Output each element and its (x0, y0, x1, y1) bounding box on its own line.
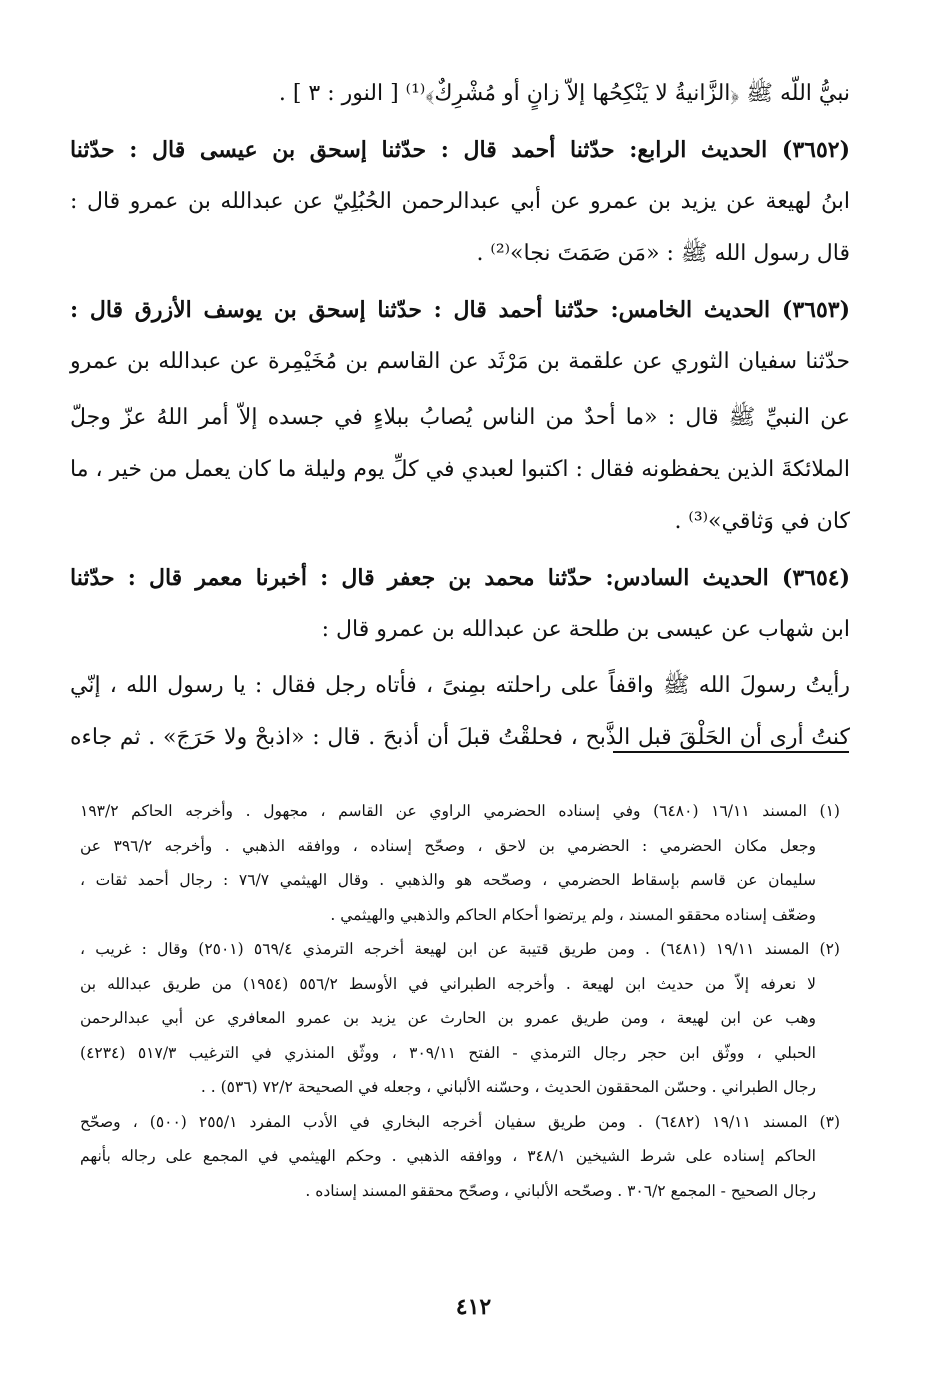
text-line: قال رسول الله ﷺ : «مَن صَمَتَ نجا»⁽²⁾ . (476, 241, 850, 266)
text-line: ابن شهاب عن عيسى بن طلحة عن عبدالله بن عمرو قال : (321, 617, 850, 642)
text-line: الملائكةَ الذين يحفظونه فقال : اكتبوا لعبدي في كلِّ يوم وليلة ما كان يعمل من خير ، ما (69, 457, 850, 482)
footnote-line: (١) المسند ١٦/١١ (٦٤٨٠) وفي إسناده الحضرمي الراوي عن القاسم ، مجهول . وأخرجه الحاكم ١٩٣/٢ (80, 802, 840, 820)
footnote-line: وجعل مكان الحضرمي : الحضرمي بن لاحق ، وصحّح إسناده ، ووافقه الذهبي . وأخرجه ٣٩٦/٢ عن (80, 836, 816, 855)
text-line: كنتُ أرى أن الحَلْقَ قبل الذَّبح ، فحلقْتُ قبلَ أن أذبحَ . قال : «اذبحْ ولا حَرَجَ» . ثم جاءه (70, 725, 850, 750)
footnote-line: رجال الطبراني . وحسّن المحققون الحديث ، وحسّنه الألباني ، وجعله في الصحيحة ٧٢/٢ (٥٣٦) . . (200, 1078, 816, 1096)
footnotes (80, 794, 840, 1208)
footnote-line: وهب عن ابن لهيعة ، ومن طريق عمرو بن الحارث عن يزيد بن عمرو المعافري عن أبي عبدالرحمن (80, 1009, 816, 1027)
footnote-line: (٢) المسند ١٩/١١ (٦٤٨١) . ومن طريق قتيبة عن ابن لهيعة أخرجه الترمذي ٥٦٩/٤ (٢٥٠١) وقال : غريب ، (80, 940, 840, 958)
text-line: رأيتُ رسولَ الله ﷺ واقفاً على راحلته بمِنىً ، فأتاه رجل فقال : يا رسول الله ، إنّي (70, 673, 850, 698)
text-line: عن النبيِّ ﷺ قال : «ما أحدٌ من الناس يُصابُ ببلاءٍ في جسده إلاّ أمر اللهُ عزّ وجلّ (70, 405, 850, 430)
footnote-line: سليمان عن قاسم بإسقاط الحضرمي ، وصحّحه هو والذهبي . وقال الهيثمي ٧٦/٧ : رجال أحمد ثقات ، (80, 871, 816, 889)
footnote-divider (613, 751, 849, 753)
hadith-heading-line: (٣٦٥٣) الحديث الخامس: حدّثنا أحمد قال : حدّثنا إسحق بن يوسف الأزرق قال : (70, 297, 850, 323)
hadith-heading-line: (٣٦٥٤) الحديث السادس: حدّثنا محمد بن جعفر قال : أخبرنا معمر قال : حدّثنا (70, 565, 850, 591)
footnote-line: وضعّف إسناده محققو المسند ، ولم يرتضوا أحكام الحاكم والذهبي والهيثمي . (330, 905, 816, 924)
footnote-line: رجال الصحيح - المجمع ٣٠٦/٢ . وصحّحه الألباني ، وصحّح محققو المسند إسناده . (305, 1181, 816, 1200)
footnote-line: لا نعرفه إلاّ من حديث ابن لهيعة . وأخرجه الطبراني في الأوسط ٥٥٦/٢ (١٩٥٤) من طريق عبدالله بن (80, 974, 816, 993)
text-line: كان في وَثاقي»⁽³⁾ . (674, 509, 850, 534)
main-text (70, 68, 850, 764)
footnote-line: (٣) المسند ١٩/١١ (٦٤٨٢) . ومن طريق سفيان أخرجه البخاري في الأدب المفرد ٢٥٥/١ (٥٠٠) ، وصحّح (80, 1112, 840, 1131)
text-line: حدّثنا سفيان الثوري عن علقمة بن مَرْثَد عن القاسم بن مُخَيْمِرة عن عبدالله بن عمرو (70, 349, 850, 374)
hadith-heading-line: (٣٦٥٢) الحديث الرابع: حدّثنا أحمد قال : حدّثنا إسحق بن عيسى قال : حدّثنا (70, 137, 850, 163)
footnote-line: الحبلي ، ووثّق ابن حجر رجال الترمذي - الفتح ٣٠٩/١١ ، ووثّق المنذري في الترغيب ٥١٧/٣ (٤٢٣٤) (80, 1043, 816, 1062)
footnote-line: الحاكم إسناده على شرط الشيخين ٣٤٨/١ ، ووافقه الذهبي . وحكم الهيثمي في المجمع على رجاله بأنهم (80, 1147, 816, 1165)
page-number: ٤١٢ (455, 1294, 492, 1320)
text-line: نبيُّ اللّه ﷺ ﴿الزَّانيةُ لا يَنْكِحُها إلاّ زانٍ أو مُشْرِكٌ﴾⁽¹⁾ [ النور : ٣ ] . (278, 81, 850, 106)
text-line: ابنُ لهيعة عن يزيد بن عمرو عن أبي عبدالرحمن الحُبُلِيّ عن عبدالله بن عمرو قال : (70, 189, 850, 214)
